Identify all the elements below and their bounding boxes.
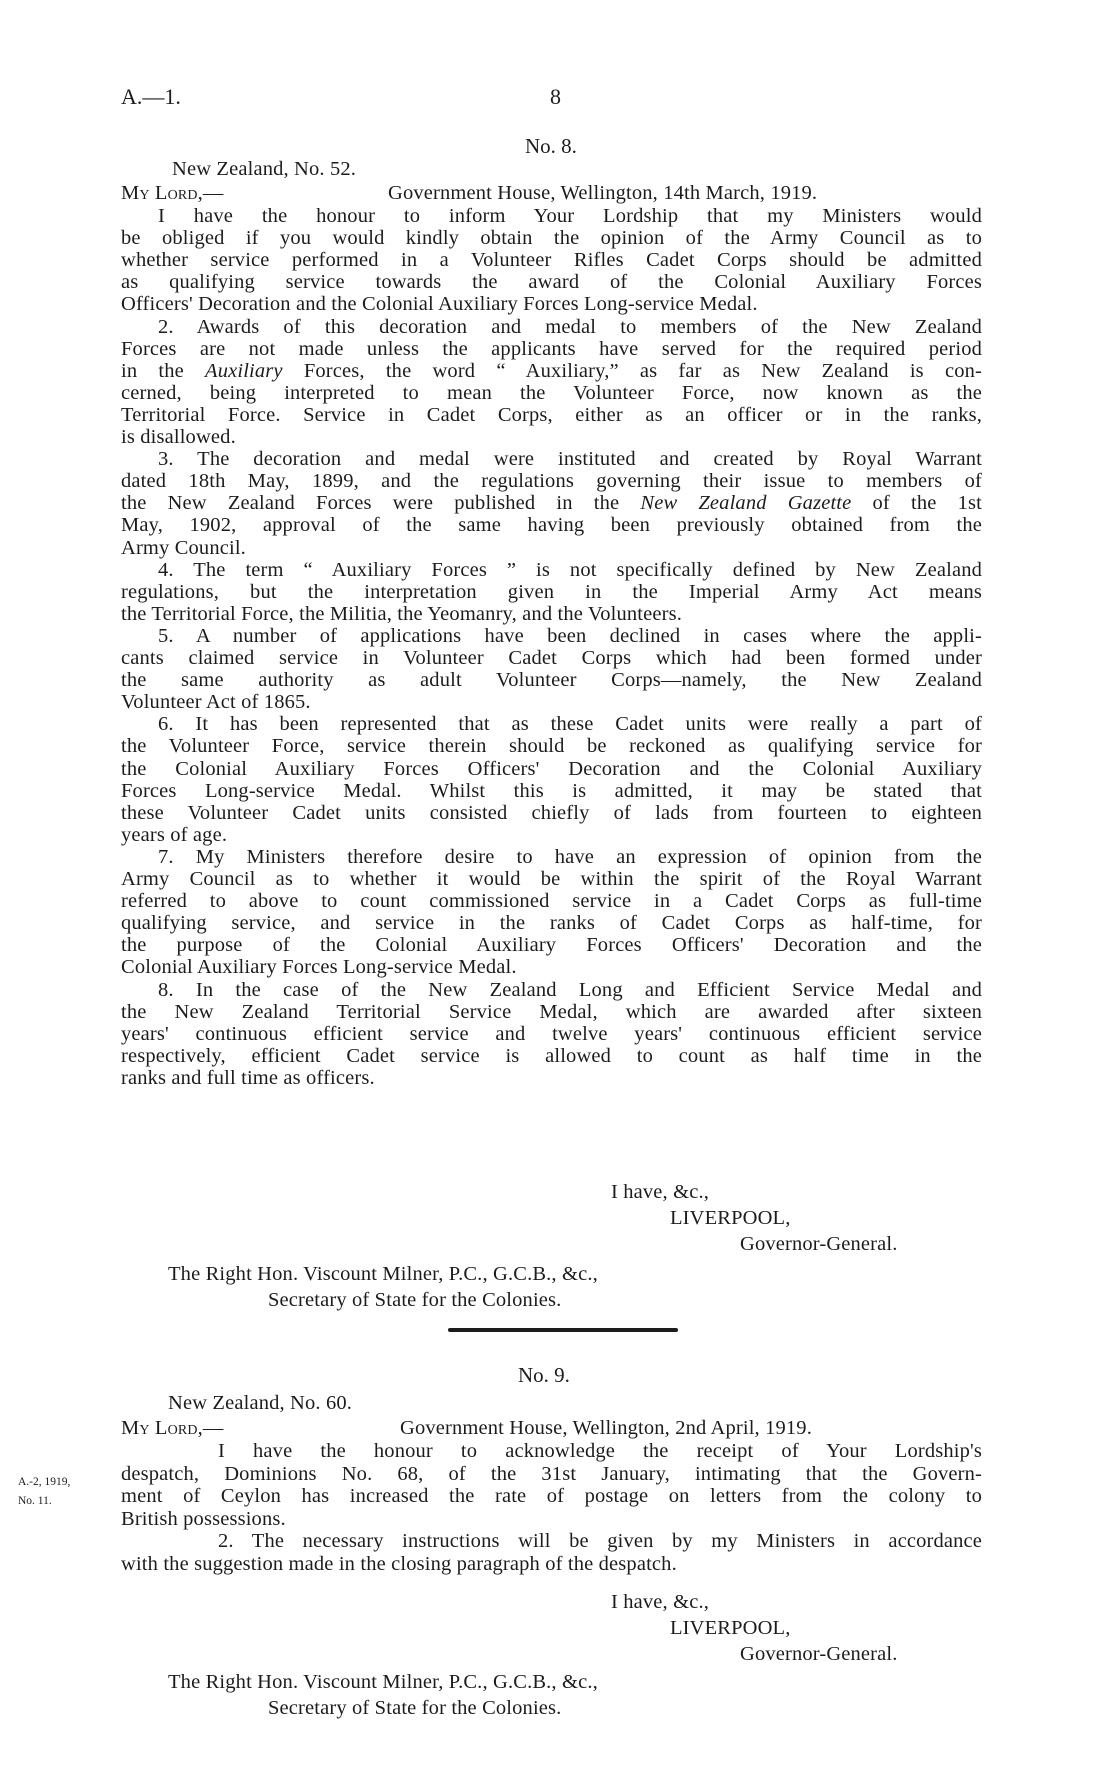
body-line: ment of Ceylon has increased the rate of postage on letters from the colony to — [121, 1485, 982, 1507]
body-line: the New Zealand Forces were published in the New Zealand Gazette of the 1st — [121, 492, 982, 515]
margin-reference-line: No. 11. — [18, 1495, 52, 1507]
addressee-name: The Right Hon. Viscount Milner, P.C., G.C.B., &c., — [168, 1671, 598, 1693]
body-line: 6. It has been represented that as these Cadet units were really a part of — [158, 713, 982, 736]
body-line: the purpose of the Colonial Auxiliary Forces Officers' Decoration and the — [121, 934, 982, 957]
body-line: Territorial Force. Service in Cadet Corps, either as an officer or in the ranks, — [121, 403, 982, 426]
section-divider — [448, 1328, 678, 1332]
despatch-number: New Zealand, No. 52. — [172, 158, 357, 180]
margin-reference — [18, 1473, 70, 1511]
addressee-title: Secretary of State for the Colonies. — [268, 1289, 562, 1311]
body-line: British possessions. — [121, 1507, 286, 1530]
signature: LIVERPOOL, — [670, 1617, 791, 1639]
body-line: 7. My Ministers therefore desire to have an expression of opinion from the — [158, 845, 982, 868]
body-line: May, 1902, approval of the same having been previously obtained from the — [121, 514, 982, 537]
body-line: qualifying service, and service in the ranks of Cadet Corps as half-time, for — [121, 912, 982, 935]
body-line: Army Council. — [121, 536, 246, 559]
body-line: Volunteer Act of 1865. — [121, 691, 311, 714]
body-line: 5. A number of applications have been declined in cases where the appli- — [158, 624, 982, 647]
body-line: the Territorial Force, the Militia, the Yeomanry, and the Volunteers. — [121, 602, 682, 625]
body-line: Forces Long-service Medal. Whilst this is admitted, it may be stated that — [121, 779, 982, 802]
body-line: be obliged if you would kindly obtain the opinion of the Army Council as to — [121, 227, 982, 250]
signature: LIVERPOOL, — [670, 1207, 791, 1229]
body-line: the Volunteer Force, service therein should be reckoned as qualifying service for — [121, 735, 982, 758]
letter-heading: No. 9. — [518, 1363, 570, 1387]
document-reference: A.—1. — [121, 84, 181, 109]
salutation: My Lord,— — [121, 182, 224, 204]
body-line: Forces are not made unless the applicants have served for the required period — [121, 337, 982, 360]
body-line: 8. In the case of the New Zealand Long and Efficient Service Medal and — [158, 978, 982, 1001]
body-line: regulations, but the interpretation given in the Imperial Army Act means — [121, 580, 982, 603]
despatch-number: New Zealand, No. 60. — [168, 1392, 353, 1414]
body-line: 2. The necessary instructions will be given by my Ministers in accordance — [218, 1530, 982, 1552]
signature-title: Governor-General. — [740, 1643, 898, 1665]
letter-heading: No. 8. — [525, 134, 577, 158]
body-line: 2. Awards of this decoration and medal to members of the New Zealand — [158, 315, 982, 338]
body-line: whether service performed in a Volunteer Rifles Cadet Corps should be admitted — [121, 249, 982, 272]
body-line: is disallowed. — [121, 426, 236, 448]
sender-address-date: Government House, Wellington, 14th March, 1919. — [388, 182, 818, 204]
body-line: ranks and full time as officers. — [121, 1066, 375, 1089]
body-line: with the suggestion made in the closing paragraph of the despatch. — [121, 1552, 677, 1575]
body-line: despatch, Dominions No. 68, of the 31st January, intimating that the Govern- — [121, 1462, 982, 1485]
body-line: 4. The term “ Auxiliary Forces ” is not specifically defined by New Zealand — [158, 558, 982, 581]
body-line: I have the honour to acknowledge the receipt of Your Lordship's — [218, 1440, 982, 1462]
body-line: years' continuous efficient service and twelve years' continuous efficient service — [121, 1022, 982, 1045]
sender-address-date: Government House, Wellington, 2nd April, 1919. — [400, 1417, 812, 1439]
addressee-title: Secretary of State for the Colonies. — [268, 1697, 562, 1719]
body-line: dated 18th May, 1899, and the regulations governing their issue to members of — [121, 470, 982, 493]
body-line: the same authority as adult Volunteer Corps—namely, the New Zealand — [121, 669, 982, 692]
closing: I have, &c., — [611, 1591, 709, 1613]
closing: I have, &c., — [611, 1181, 709, 1203]
body-line: Officers' Decoration and the Colonial Auxiliary Forces Long-service Medal. — [121, 293, 758, 316]
signature-title: Governor-General. — [740, 1233, 898, 1255]
body-line: years of age. — [121, 823, 228, 846]
margin-reference-line: A.-2, 1919, — [18, 1476, 71, 1488]
body-line: these Volunteer Cadet units consisted chiefly of lads from fourteen to eighteen — [121, 801, 982, 824]
salutation: My Lord,— — [121, 1417, 224, 1439]
body-line: Army Council as to whether it would be within the spirit of the Royal Warrant — [121, 868, 982, 890]
body-line: I have the honour to inform Your Lordship that my Ministers would — [158, 205, 982, 227]
body-line: in the Auxiliary Forces, the word “ Auxiliary,” as far as New Zealand is con- — [121, 359, 982, 382]
page-number: 8 — [550, 84, 561, 109]
body-line: the Colonial Auxiliary Forces Officers' Decoration and the Colonial Auxiliary — [121, 757, 982, 780]
body-line: cerned, being interpreted to mean the Volunteer Force, now known as the — [121, 381, 982, 404]
body-line: as qualifying service towards the award of the Colonial Auxiliary Forces — [121, 271, 982, 294]
body-line: the New Zealand Territorial Service Medal, which are awarded after sixteen — [121, 1000, 982, 1023]
body-line: Colonial Auxiliary Forces Long-service Medal. — [121, 956, 517, 979]
body-line: referred to above to count commissioned service in a Cadet Corps as full-time — [121, 890, 982, 913]
body-line: cants claimed service in Volunteer Cadet Corps which had been formed under — [121, 647, 982, 669]
body-line: 3. The decoration and medal were instituted and created by Royal Warrant — [158, 448, 982, 471]
body-line: respectively, efficient Cadet service is allowed to count as half time in the — [121, 1044, 982, 1067]
addressee-name: The Right Hon. Viscount Milner, P.C., G.C.B., &c., — [168, 1263, 598, 1285]
